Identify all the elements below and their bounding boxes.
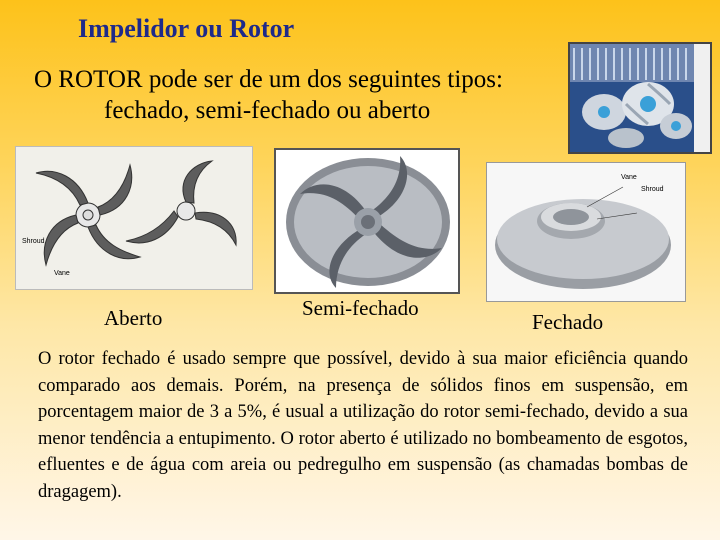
semi-closed-impeller-image — [274, 148, 460, 294]
shroud-label: Shroud — [22, 238, 45, 245]
slide-title: Impelidor ou Rotor — [78, 14, 295, 43]
open-impeller-image — [15, 146, 253, 290]
caption-fechado: Fechado — [532, 310, 604, 334]
vane-label: Vane — [54, 270, 70, 277]
impellers-photo — [568, 42, 712, 154]
intro-text — [34, 64, 594, 126]
intro-line-1: O ROTOR pode ser de um dos seguintes tipos: — [34, 66, 503, 93]
caption-semi-fechado: Semi-fechado — [302, 296, 419, 320]
body-paragraph: O rotor fechado é usado sempre que possível, devido à sua maior eficiência quando comparado aos demais. Porém, na presença de sólidos finos em suspensão, em porcentagem maior de 3 a 5%, é usual a utilização do rotor semi-fechado, devido a sua menor tendência a entupimento. O rotor aberto é utilizado no bombeamento de esgotos, efluentes e de água com areia ou pedregulho em suspensão (as chamadas bombas de dragagem). — [38, 349, 688, 502]
intro-line-2: fechado, semi-fechado ou aberto — [104, 97, 431, 124]
caption-aberto: Aberto — [104, 306, 163, 330]
vane-label-closed: Vane — [621, 174, 637, 181]
closed-impeller-image — [486, 162, 686, 302]
shroud-label-closed: Shroud — [641, 186, 664, 193]
